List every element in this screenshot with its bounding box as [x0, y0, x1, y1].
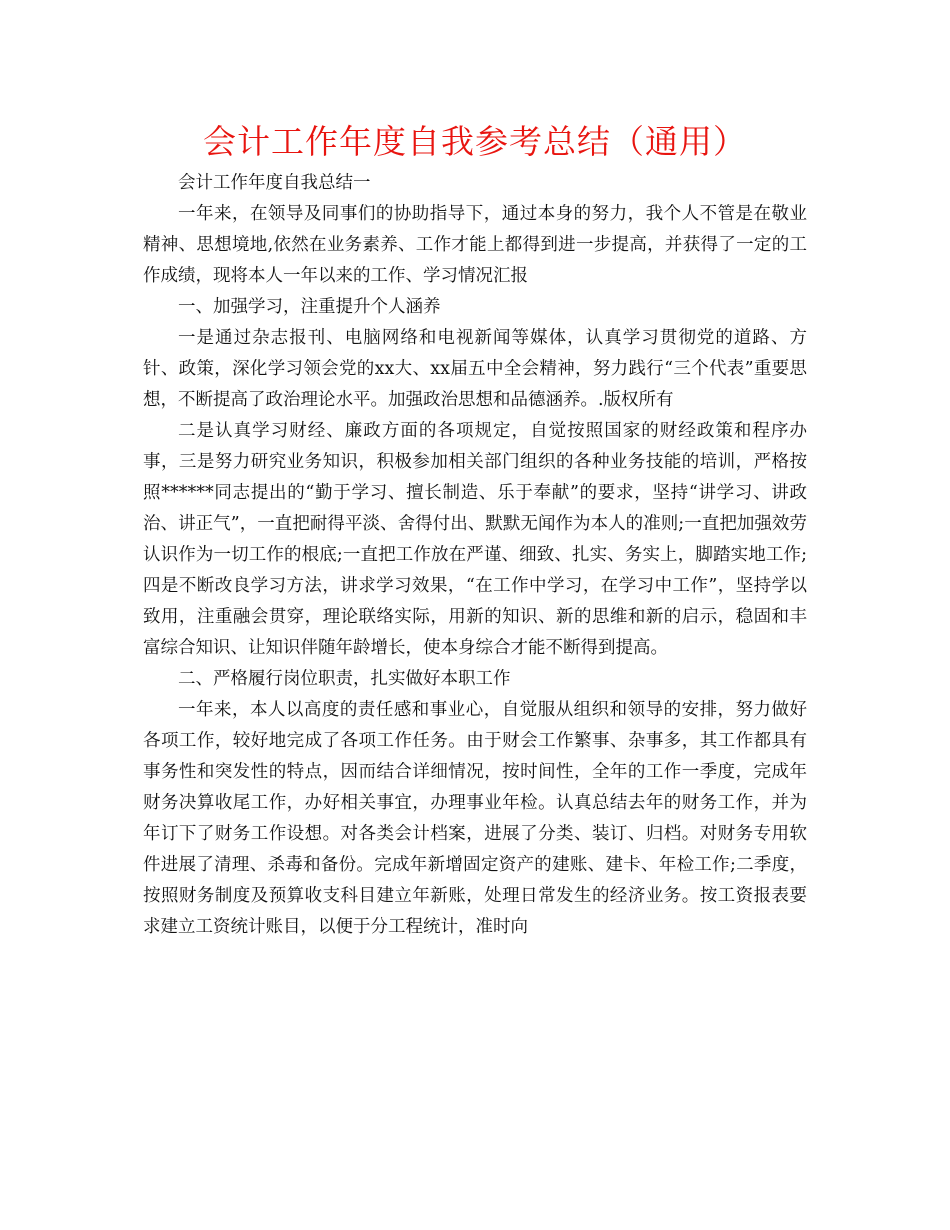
- document-body: [143, 168, 807, 943]
- document-title: 会计工作年度自我参考总结（通用）: [203, 122, 747, 161]
- body-paragraph: 二是认真学习财经、廉政方面的各项规定，自觉按照国家的财经政策和程序办事，三是努力研究业务知识，积极参加相关部门组织的各种业务技能的培训，严格按照******同志提出的“勤于学习、擅长制造、乐于奉献”的要求，坚持“讲学习、讲政治、讲正气”，一直把耐得平淡、舍得付出、默默无闻作为本人的准则;一直把加强效劳认识作为一切工作的根底;一直把工作放在严谨、细致、扎实、务实上，脚踏实地工作;四是不断改良学习方法，讲求学习效果，“在工作中学习，在学习中工作”，坚持学以致用，注重融会贯穿，理论联络实际，用新的知识、新的思维和新的启示，稳固和丰富综合知识、让知识伴随年龄增长，使本身综合才能不断得到提高。: [143, 421, 807, 658]
- subtitle-paragraph: 会计工作年度自我总结一: [178, 173, 371, 193]
- section-heading-2: 二、严格履行岗位职责，扎实做好本职工作: [178, 669, 511, 689]
- section-heading-1: 一、加强学习，注重提升个人涵养: [178, 297, 441, 317]
- intro-paragraph: 一年来，在领导及同事们的协助指导下，通过本身的努力，我个人不管是在敬业精神、思想境地,依然在业务素养、工作才能上都得到进一步提高，并获得了一定的工作成绩，现将本人一年以来的工作、学习情况汇报: [143, 204, 807, 286]
- body-paragraph: 一年来，本人以高度的责任感和事业心，自觉服从组织和领导的安排，努力做好各项工作，较好地完成了各项工作任务。由于财会工作繁事、杂事多，其工作都具有事务性和突发性的特点，因而结合详细情况，按时间性，全年的工作一季度，完成年财务决算收尾工作，办好相关事宜，办理事业年检。认真总结去年的财务工作，并为年订下了财务工作设想。对各类会计档案，进展了分类、装订、归档。对财务专用软件进展了清理、杀毒和备份。完成年新增固定资产的建账、建卡、年检工作;二季度，按照财务制度及预算收支科目建立年新账，处理日常发生的经济业务。按工资报表要求建立工资统计账目，以便于分工程统计，准时向: [143, 700, 807, 937]
- body-paragraph: 一是通过杂志报刊、电脑网络和电视新闻等媒体，认真学习贯彻党的道路、方针、政策，深化学习领会党的xx大、xx届五中全会精神，努力践行“三个代表”重要思想，不断提高了政治理论水平。加强政治思想和品德涵养。.版权所有: [143, 328, 807, 410]
